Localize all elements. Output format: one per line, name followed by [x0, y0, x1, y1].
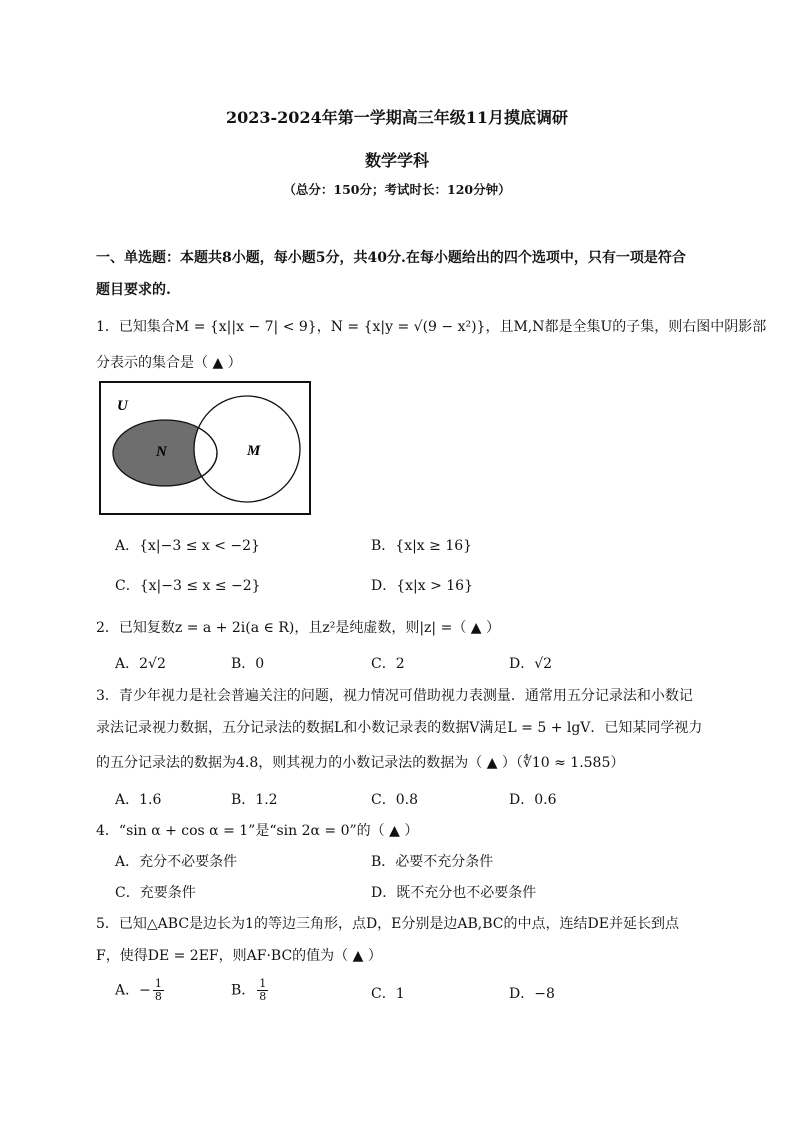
q1-stem-line1: 1．已知集合M = {x||x − 7| < 9}，N = {x|y = √(9 − x²)}，且M,N都是全集U的子集，则右图中阴影部 — [96, 319, 767, 335]
q5-option-d[interactable]: D．−8 — [509, 986, 555, 1002]
q2-option-b[interactable]: B．0 — [231, 656, 265, 672]
q3-stem-line3: 的五分记录法的数据为4.8，则其视力的小数记录法的数据为（ ▲ ）（∜10 ≈ 1.585） — [96, 755, 625, 771]
q1-stem-line2: 分表示的集合是（ ▲ ） — [96, 355, 242, 371]
q1-option-a[interactable]: A．{x|−3 ≤ x < −2} — [115, 538, 260, 554]
q3-option-a[interactable]: A．1.6 — [115, 792, 162, 808]
q3-option-c[interactable]: C．0.8 — [371, 792, 418, 808]
q5-option-a-fraction: $\frac{1}{8}$ — [154, 977, 162, 1003]
exam-title: 2023-2024年第一学期高三年级11月摸底调研 — [226, 108, 568, 127]
q4-option-a[interactable]: A．充分不必要条件 — [115, 854, 238, 870]
q1-option-d[interactable]: D．{x|x > 16} — [371, 578, 473, 594]
q2-option-a[interactable]: A．2√2 — [115, 656, 166, 672]
q1-option-b[interactable]: B．{x|x ≥ 16} — [371, 538, 473, 554]
q3-option-d[interactable]: D．0.6 — [509, 792, 557, 808]
q2-option-c[interactable]: C．2 — [371, 656, 405, 672]
q5-option-b-fraction: $\frac{1}{8}$ — [259, 977, 267, 1003]
q4-option-d[interactable]: D．既不充分也不必要条件 — [371, 885, 537, 901]
exam-info: （总分：150分；考试时长：120分钟） — [283, 182, 511, 197]
venn-label-m: M — [247, 443, 261, 459]
q1-option-c[interactable]: C．{x|−3 ≤ x ≤ −2} — [115, 578, 261, 594]
venn-label-n: N — [156, 444, 167, 460]
q3-option-b[interactable]: B．1.2 — [231, 792, 278, 808]
q5-option-a[interactable] — [115, 978, 166, 1003]
q4-option-c[interactable]: C．充要条件 — [115, 885, 196, 901]
section-heading-line1: 一、单选题：本题共8小题，每小题5分，共40分.在每小题给出的四个选项中，只有一项是符合 — [96, 250, 686, 266]
q5-option-b[interactable] — [231, 978, 270, 1003]
q5-stem-line2: F，使得DE = 2EF，则AF·BC的值为（ ▲ ） — [96, 948, 382, 964]
q4-option-b[interactable]: B．必要不充分条件 — [371, 854, 494, 870]
q5-option-b-prefix: B． — [231, 982, 256, 999]
q3-stem-line2: 录法记录视力数据，五分记录法的数据L和小数记录表的数据V满足L = 5 + lgV．已知某同学视力 — [96, 720, 703, 736]
q2-stem: 2．已知复数z = a + 2i(a ∈ R)，且z²是纯虚数，则|z| =（ ▲ ） — [96, 620, 500, 636]
q3-stem-line1: 3．青少年视力是社会普遍关注的问题，视力情况可借助视力表测量．通常用五分记录法和小数记 — [96, 688, 693, 704]
q5-stem-line1: 5．已知△ABC是边长为1的等边三角形，点D，E分别是边AB,BC的中点，连结DE并延长到点 — [96, 916, 679, 932]
q4-stem: 4．“sin α + cos α = 1”是“sin 2α = 0”的（ ▲ ） — [96, 823, 419, 839]
q2-option-d[interactable]: D．√2 — [509, 656, 553, 672]
q5-option-a-prefix: A．− — [115, 982, 151, 999]
venn-label-u: U — [117, 398, 128, 414]
venn-diagram — [99, 381, 311, 515]
subject-title: 数学学科 — [364, 151, 429, 170]
section-heading-line2: 题目要求的. — [96, 282, 171, 298]
q5-option-c[interactable]: C．1 — [371, 986, 405, 1002]
